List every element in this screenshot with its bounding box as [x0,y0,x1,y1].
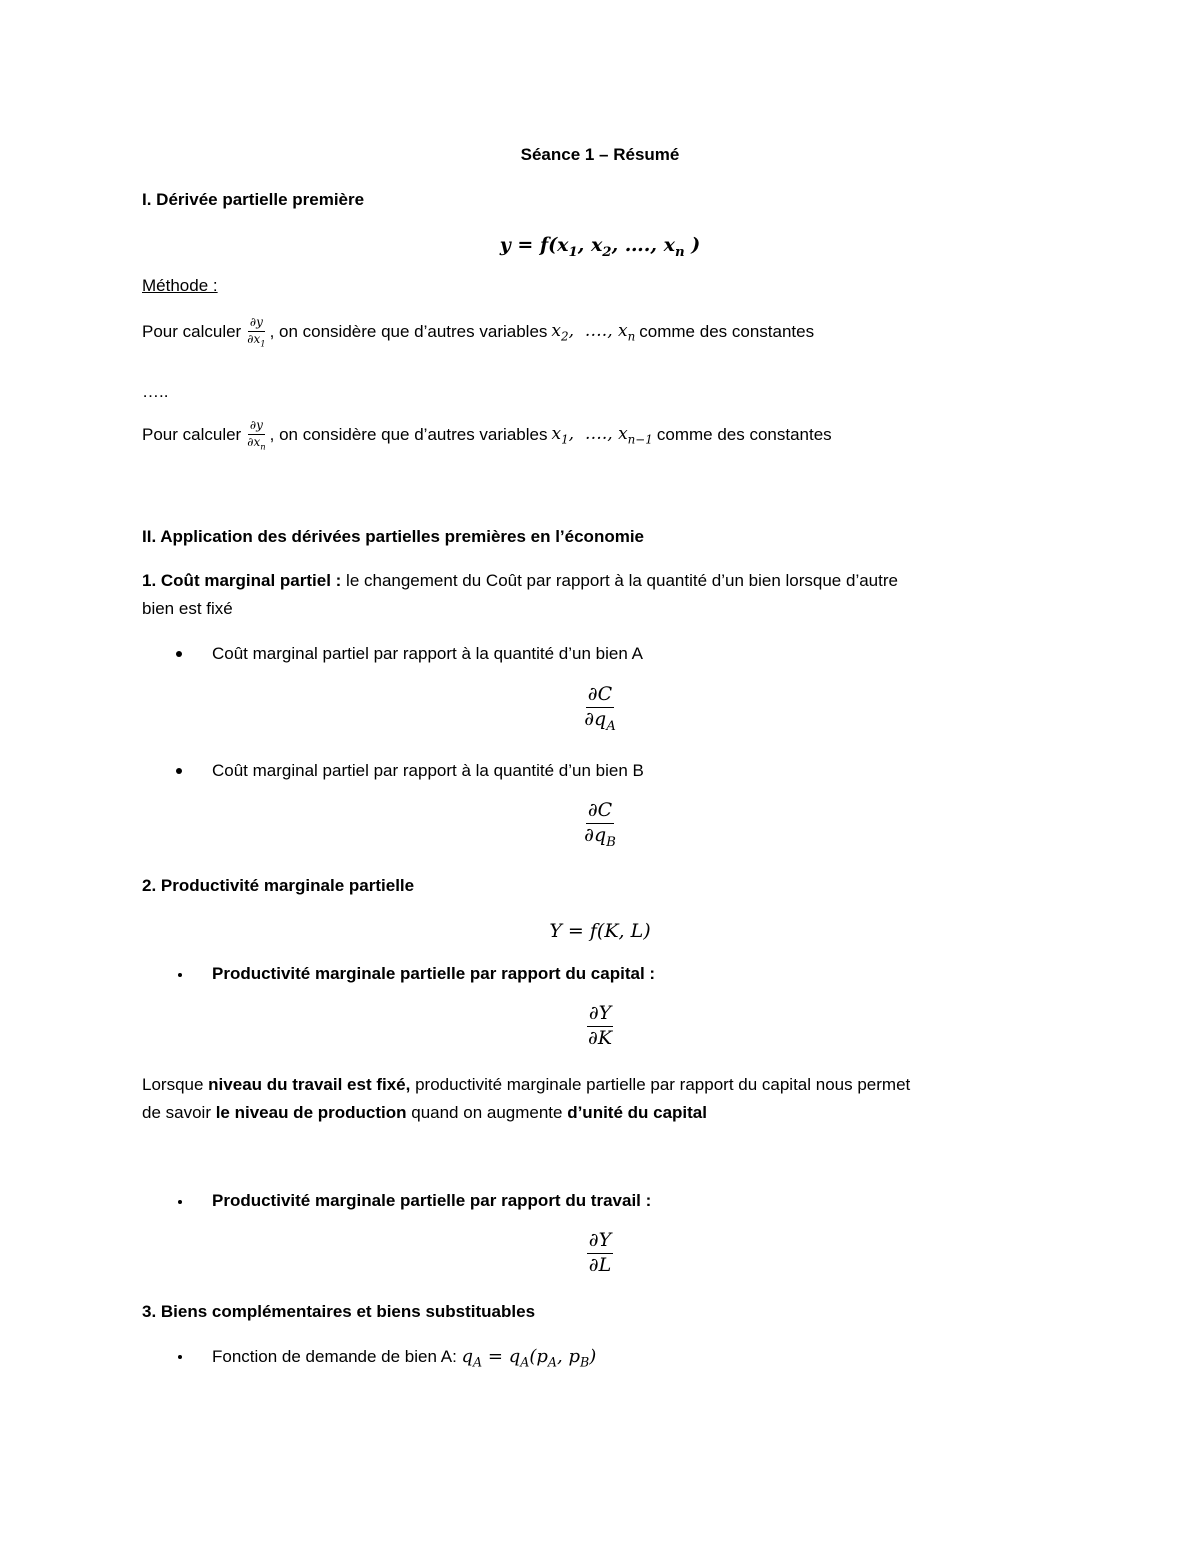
para-bold: le niveau de production [215,1103,407,1122]
sub3-bullet-1-text: Fonction de demande de bien A: [212,1347,462,1366]
section-2-heading: II. Application des dérivées partielles premières en l’économie [142,527,645,546]
method-line-1-vars: $x_2$, …., $x_n$ [551,321,636,344]
sub1-line-1 [142,571,898,591]
method-line-2 [142,419,832,452]
sub1-label: 1. Coût marginal partiel : [142,571,342,590]
bullet-dot-icon [176,768,182,774]
sub2-bullet-1: Productivité marginale partielle par rapport du capital : [212,964,656,983]
bullet-dot-icon [178,1355,182,1359]
para-text: productivité marginale partielle par rapport du capital nous permet [410,1075,911,1094]
sub1-bullet-2: Coût marginal partiel par rapport à la quantité d’un bien B [212,761,644,780]
formula-y-eq-f: $y = f(x_1$, $x_2$, …., $x_n$ ) [499,234,701,260]
method-line-2-vars: $x_1$, …., $x_{n-1}$ [551,424,653,447]
method-line-1 [142,316,814,349]
bullet-dot-icon [178,1200,182,1204]
fraction-dY-dL: $\frac{\partial Y}{\partial L}$ [588,1229,612,1276]
para-bold: niveau du travail est fixé, [208,1075,411,1094]
method-line-2-suffix: comme des constantes [656,425,832,445]
sub2-formula: Y = f(K, L) [549,920,651,942]
sub3-bullet-1 [212,1346,596,1370]
method-line-2-prefix: Pour calculer [142,425,242,445]
sub2-bullet-2: Productivité marginale partielle par rapport du travail : [212,1191,652,1210]
section-1-heading: I. Dérivée partielle première [142,190,365,209]
demand-function-formula: $q_A = q_A(p_A$, $p_B$) [461,1346,597,1370]
para-text: quand on augmente [406,1103,568,1122]
para-text: de savoir [142,1103,216,1122]
method-line-1-suffix: comme des constantes [639,322,815,342]
sub2-paragraph-line-2 [142,1103,707,1123]
method-line-1-middle: , on considère que d’autres variables [269,322,548,342]
para-bold: d’unité du capital [567,1103,707,1122]
sub1-bullet-1: Coût marginal partiel par rapport à la quantité d’un bien A [212,644,643,663]
para-text: Lorsque [142,1075,209,1094]
sub1-text-line-2: bien est fixé [142,599,233,618]
fraction-dC-dqA: $\frac{\partial C}{\partial q_A}$ [584,683,616,734]
section-1-formula [0,234,1200,260]
methode-label: Méthode : [142,276,218,295]
document-title: Séance 1 – Résumé [520,145,680,164]
method-line-1-prefix: Pour calculer [142,322,242,342]
fraction-dY-dK: $\frac{\partial Y}{\partial K}$ [587,1002,613,1049]
ellipsis: ….. [142,382,169,401]
method-line-2-middle: , on considère que d’autres variables [269,425,548,445]
bullet-dot-icon [176,651,182,657]
sub2-paragraph-line-1 [142,1075,910,1095]
fraction-dy-dx1: $\frac{\partial y}{\partial x_1}$ [247,315,266,349]
bullet-dot-icon [178,973,182,977]
sub2-label: 2. Productivité marginale partielle [142,876,415,895]
fraction-dC-dqB: $\frac{\partial C}{\partial q_B}$ [584,799,616,850]
fraction-dy-dxn: $\frac{\partial y}{\partial x_n}$ [247,418,266,452]
sub3-label: 3. Biens complémentaires et biens substituables [142,1302,536,1321]
sub1-text-line-1: le changement du Coût par rapport à la quantité d’un bien lorsque d’autre [341,571,898,590]
